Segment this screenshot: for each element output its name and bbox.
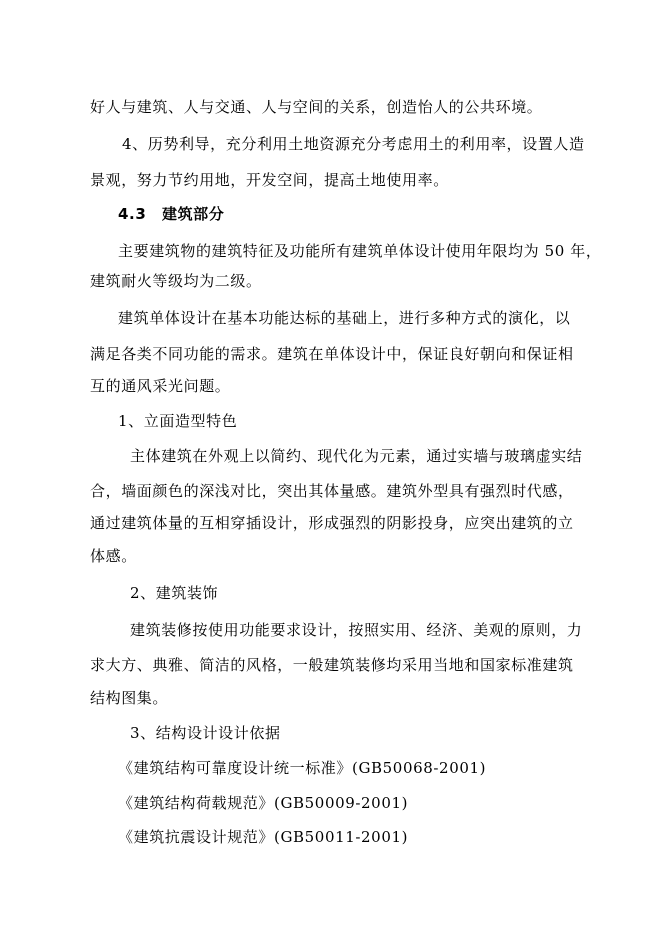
paragraph-line: 合，墙面颜色的深浅对比，突出其体量感。建筑外型具有强烈时代感，	[90, 482, 574, 500]
paragraph-line: 建筑耐火等级均为二级。	[90, 272, 262, 290]
paragraph-line: 主体建筑在外观上以简约、现代化为元素，通过实墙与玻璃虚实结	[130, 447, 583, 465]
reference-item: 《建筑抗震设计规范》(GB50011-2001)	[118, 828, 409, 846]
paragraph-line: 结构图集。	[90, 689, 169, 707]
paragraph-line: 景观，努力节约用地，开发空间，提高土地使用率。	[90, 171, 449, 189]
reference-item: 《建筑结构荷载规范》(GB50009-2001)	[118, 794, 409, 812]
paragraph-line: 建筑单体设计在基本功能达标的基础上，进行多种方式的演化，以	[118, 309, 571, 327]
paragraph-line: 主要建筑物的建筑特征及功能所有建筑单体设计使用年限均为 50 年，	[118, 242, 602, 260]
paragraph-line: 体感。	[90, 547, 137, 565]
paragraph-line: 4、历势利导，充分利用土地资源充分考虑用土的利用率，设置人造	[122, 135, 585, 153]
subsection-title: 2、建筑装饰	[130, 584, 219, 602]
section-heading: 4.3 建筑部分	[118, 205, 225, 223]
reference-item: 《建筑结构可靠度设计统一标准》(GB50068-2001)	[118, 759, 487, 777]
subsection-title: 3、结构设计设计依据	[130, 724, 281, 742]
subsection-title: 1、立面造型特色	[118, 412, 238, 430]
paragraph-line: 互的通风采光问题。	[90, 377, 231, 395]
paragraph-line: 求大方、典雅、简洁的风格，一般建筑装修均采用当地和国家标准建筑	[90, 656, 574, 674]
paragraph-line: 好人与建筑、人与交通、人与空间的关系，创造怡人的公共环境。	[90, 98, 543, 116]
paragraph-line: 建筑装修按使用功能要求设计，按照实用、经济、美观的原则，力	[130, 621, 583, 639]
paragraph-line: 满足各类不同功能的需求。建筑在单体设计中，保证良好朝向和保证相	[90, 345, 574, 363]
paragraph-line: 通过建筑体量的互相穿插设计，形成强烈的阴影投身，应突出建筑的立	[90, 514, 574, 532]
